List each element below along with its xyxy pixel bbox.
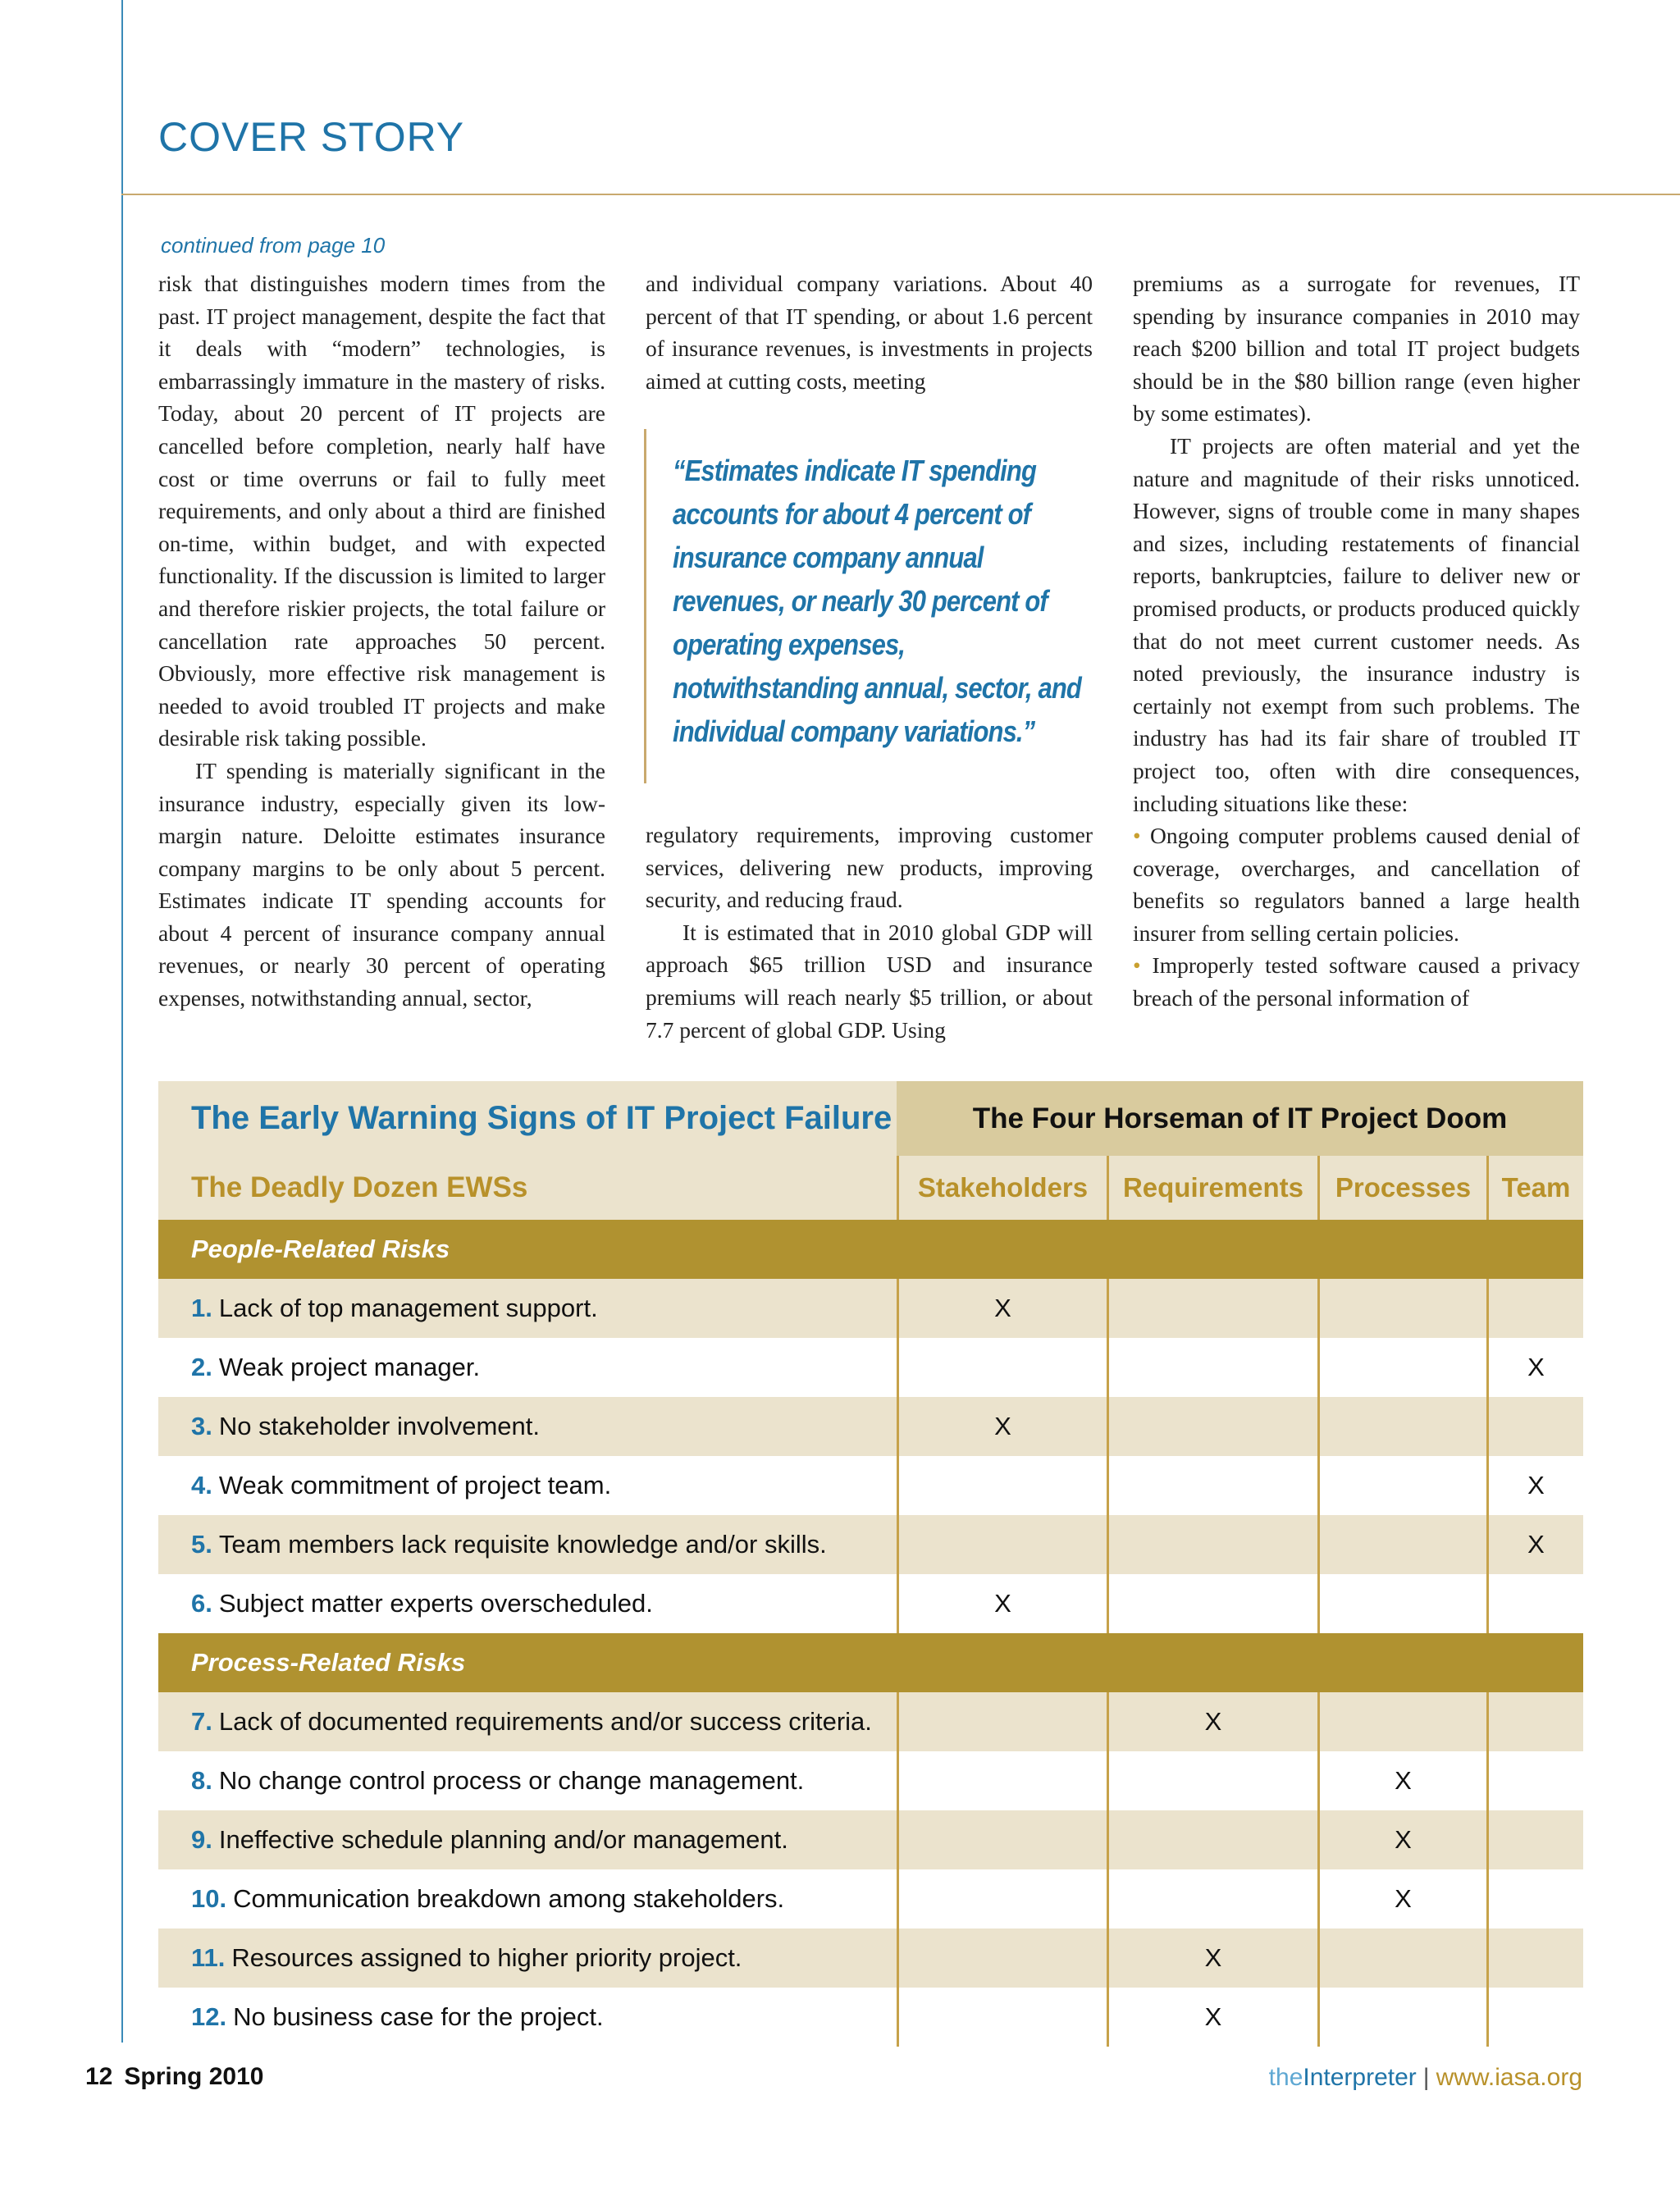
article-paragraph: risk that distinguishes modern times from the past. IT project management, despite the fact that it deals with “modern” technologies, is embarrassingly immature in the mastery of risks. Today, about 20 percent of IT projects are cancelled before completion, nearly half have cost or time overruns or fail to fully meet requirements, and only about a third are finished on-time, within budget, and with expected functionality. If the discussion is limited to larger and therefore riskier projects, the total failure or cancellation rate approaches 50 percent. Obviously, more effective risk management is needed to avoid troubled IT projects and make desirable risk taking possible. [158, 271, 605, 751]
table-row [158, 1574, 1583, 1633]
risk-number: 10. [191, 1884, 227, 1913]
footer-publication [1269, 2064, 1582, 2092]
mark-cell-processes [1317, 1751, 1486, 1810]
article-paragraph: IT projects are often material and yet the nature and magnitude of their risks unnoticed. However, signs of trouble come in many shapes and sizes, including restatements of financial reports, bankruptcies, failure to deliver new or promised products, or products produced quickly that do not meet current customer needs. As noted previously, the insurance industry is certainly not exempt from such problems. The industry has had its fair share of troubled IT project too, often with dire consequences, including situations like these: [1133, 432, 1580, 816]
table-row [158, 1692, 1583, 1751]
x-mark: X [1395, 1766, 1412, 1795]
table-row [158, 1988, 1583, 2047]
risk-number: 2. [191, 1353, 212, 1381]
mark-cell-team [1486, 1574, 1583, 1633]
risk-text: No business case for the project. [233, 2002, 604, 2031]
mark-cell-processes [1317, 1515, 1486, 1574]
risk-label [158, 1692, 897, 1751]
table-row [158, 1929, 1583, 1988]
mark-cell-requirements [1107, 1869, 1317, 1929]
article-paragraph: and individual company variations. About 40 percent of that IT spending, or about 1.6 percent of insurance revenues, is investments in projects aimed at cutting costs, meeting [646, 271, 1093, 394]
mark-cell-stakeholders [897, 1869, 1107, 1929]
mark-cell-stakeholders [897, 1338, 1107, 1397]
risk-label [158, 1810, 897, 1869]
risk-text: Weak project manager. [218, 1353, 481, 1381]
risk-number: 4. [191, 1471, 212, 1499]
x-mark: X [1395, 1825, 1412, 1854]
risk-text: Team members lack requisite knowledge and/or skills. [218, 1530, 827, 1559]
mark-cell-requirements [1107, 1338, 1317, 1397]
risk-number: 5. [191, 1530, 212, 1559]
bullet-icon: • [1133, 952, 1141, 979]
column-header-processes: Processes [1317, 1156, 1486, 1220]
risk-number: 3. [191, 1412, 212, 1440]
column-header-team: Team [1486, 1156, 1583, 1220]
article-column-2-top [646, 267, 1093, 397]
pub-url[interactable]: www.iasa.org [1436, 2064, 1582, 2091]
page-number: 12 [85, 2063, 113, 2090]
mark-cell-requirements [1107, 1929, 1317, 1988]
continued-note: continued from page 10 [161, 233, 386, 258]
mark-cell-processes [1317, 1338, 1486, 1397]
mark-cell-team [1486, 1515, 1583, 1574]
table-row [158, 1279, 1583, 1338]
category-header: Process-Related Risks [158, 1633, 1583, 1692]
column-header-requirements: Requirements [1107, 1156, 1317, 1220]
risk-text: Subject matter experts overscheduled. [218, 1589, 653, 1618]
table-body [158, 1220, 1583, 2047]
ews-table [158, 1081, 1583, 2047]
table-subtitle: The Deadly Dozen EWSs [191, 1171, 528, 1203]
risk-text: Weak commitment of project team. [218, 1471, 612, 1499]
article-column-1 [158, 267, 605, 1015]
risk-label [158, 1397, 897, 1456]
mark-cell-stakeholders [897, 1751, 1107, 1810]
mark-cell-requirements [1107, 1810, 1317, 1869]
mark-cell-team [1486, 1751, 1583, 1810]
risk-label [158, 1574, 897, 1633]
risk-number: 11. [191, 1943, 226, 1972]
risk-label [158, 1751, 897, 1810]
x-mark: X [1204, 2002, 1222, 2031]
mark-cell-stakeholders [897, 1574, 1107, 1633]
risk-label [158, 1929, 897, 1988]
risk-text: Lack of documented requirements and/or success criteria. [218, 1707, 872, 1736]
mark-cell-team [1486, 1338, 1583, 1397]
table-group-header: The Four Horseman of IT Project Doom [897, 1081, 1583, 1156]
table-row [158, 1456, 1583, 1515]
mark-cell-requirements [1107, 1751, 1317, 1810]
mark-cell-team [1486, 1692, 1583, 1751]
mark-cell-requirements [1107, 1279, 1317, 1338]
table-title: The Early Warning Signs of IT Project Failure [158, 1081, 897, 1156]
mark-cell-stakeholders [897, 1692, 1107, 1751]
mark-cell-requirements [1107, 1397, 1317, 1456]
article-column-2-bottom [646, 819, 1093, 1046]
x-mark: X [1395, 1884, 1412, 1913]
mark-cell-requirements [1107, 1692, 1317, 1751]
column-header-stakeholders: Stakeholders [897, 1156, 1107, 1220]
article-paragraph: IT spending is materially significant in the insurance industry, especially given its low-margin nature. Deloitte estimates insurance company margins to be only about 5 percent. Estimates indicate IT spending accounts for about 4 percent of insurance company annual revenues, or nearly 30 percent of operating expenses, notwithstanding annual, sector, [158, 757, 605, 1011]
article-paragraph: regulatory requirements, improving customer services, delivering new products, improving security, and reducing fraud. [646, 822, 1093, 913]
x-mark: X [1527, 1471, 1545, 1499]
mark-cell-requirements [1107, 1574, 1317, 1633]
mark-cell-team [1486, 1869, 1583, 1929]
footer-issue [85, 2063, 275, 2091]
mark-cell-team [1486, 1279, 1583, 1338]
risk-number: 9. [191, 1825, 212, 1854]
risk-text: Lack of top management support. [218, 1294, 598, 1322]
mark-cell-processes [1317, 1456, 1486, 1515]
mark-cell-stakeholders [897, 1515, 1107, 1574]
risk-text: Ineffective schedule planning and/or management. [218, 1825, 788, 1854]
mark-cell-stakeholders [897, 1456, 1107, 1515]
mark-cell-processes [1317, 1397, 1486, 1456]
x-mark: X [1527, 1530, 1545, 1559]
risk-number: 8. [191, 1766, 212, 1795]
mark-cell-requirements [1107, 1456, 1317, 1515]
bullet-item: • Improperly tested software caused a privacy breach of the personal information of [1133, 952, 1580, 1011]
mark-cell-processes [1317, 1810, 1486, 1869]
risk-text: Resources assigned to higher priority project. [231, 1943, 742, 1972]
risk-text: Communication breakdown among stakeholders. [233, 1884, 785, 1913]
pub-name: Interpreter [1303, 2064, 1417, 2091]
risk-number: 1. [191, 1294, 212, 1322]
x-mark: X [1204, 1943, 1222, 1972]
risk-label [158, 1338, 897, 1397]
mark-cell-processes [1317, 1929, 1486, 1988]
issue-date: Spring 2010 [124, 2063, 264, 2090]
x-mark: X [994, 1589, 1011, 1618]
left-margin-rule [121, 0, 123, 2043]
table-row [158, 1515, 1583, 1574]
x-mark: X [994, 1412, 1011, 1440]
table-row [158, 1397, 1583, 1456]
mark-cell-processes [1317, 1279, 1486, 1338]
mark-cell-requirements [1107, 1515, 1317, 1574]
table-column-headers [158, 1156, 1583, 1220]
article-paragraph: It is estimated that in 2010 global GDP will approach $65 trillion USD and insurance premiums will reach nearly $5 trillion, or about 7.7 percent of global GDP. Using [646, 919, 1093, 1043]
x-mark: X [1204, 1707, 1222, 1736]
mark-cell-stakeholders [897, 1279, 1107, 1338]
article-paragraph: premiums as a surrogate for revenues, IT spending by insurance companies in 2010 may reach $200 billion and total IT project budgets should be in the $80 billion range (even higher by some estimates). [1133, 271, 1580, 427]
mark-cell-stakeholders [897, 1810, 1107, 1869]
mark-cell-team [1486, 1397, 1583, 1456]
mark-cell-team [1486, 1988, 1583, 2047]
pull-quote-text: “Estimates indicate IT spending accounts for about 4 percent of insurance company annual revenues, or nearly 30 percent of operating expenses, notwithstanding annual, sector, and individual company variations.” [673, 454, 1081, 748]
mark-cell-processes [1317, 1574, 1486, 1633]
risk-number: 7. [191, 1707, 212, 1736]
table-row [158, 1751, 1583, 1810]
bullet-icon: • [1133, 823, 1141, 849]
risk-number: 6. [191, 1589, 212, 1618]
pull-quote [644, 429, 1091, 783]
article-column-3 [1133, 267, 1580, 1015]
risk-label [158, 1869, 897, 1929]
mark-cell-team [1486, 1929, 1583, 1988]
mark-cell-team [1486, 1810, 1583, 1869]
mark-cell-processes [1317, 1692, 1486, 1751]
section-title: COVER STORY [158, 114, 465, 160]
mark-cell-stakeholders [897, 1397, 1107, 1456]
risk-label [158, 1988, 897, 2047]
header-rule [121, 194, 1680, 195]
pub-separator: | [1422, 2064, 1430, 2091]
mark-cell-team [1486, 1456, 1583, 1515]
mark-cell-processes [1317, 1988, 1486, 2047]
category-header: People-Related Risks [158, 1220, 1583, 1279]
risk-label [158, 1279, 897, 1338]
mark-cell-requirements [1107, 1988, 1317, 2047]
table-header-row [158, 1081, 1583, 1156]
mark-cell-stakeholders [897, 1929, 1107, 1988]
mark-cell-processes [1317, 1869, 1486, 1929]
pub-the: the [1268, 2064, 1303, 2091]
risk-label [158, 1515, 897, 1574]
table-row [158, 1338, 1583, 1397]
table-row [158, 1869, 1583, 1929]
table-row [158, 1810, 1583, 1869]
bullet-item: • Ongoing computer problems caused denial of coverage, overcharges, and cancellation of benefits so regulators banned a large health insurer from selling certain policies. [1133, 823, 1581, 946]
x-mark: X [1527, 1353, 1545, 1381]
risk-label [158, 1456, 897, 1515]
risk-text: No change control process or change management. [218, 1766, 805, 1795]
x-mark: X [994, 1294, 1011, 1322]
mark-cell-stakeholders [897, 1988, 1107, 2047]
risk-text: No stakeholder involvement. [218, 1412, 541, 1440]
risk-number: 12. [191, 2002, 227, 2031]
